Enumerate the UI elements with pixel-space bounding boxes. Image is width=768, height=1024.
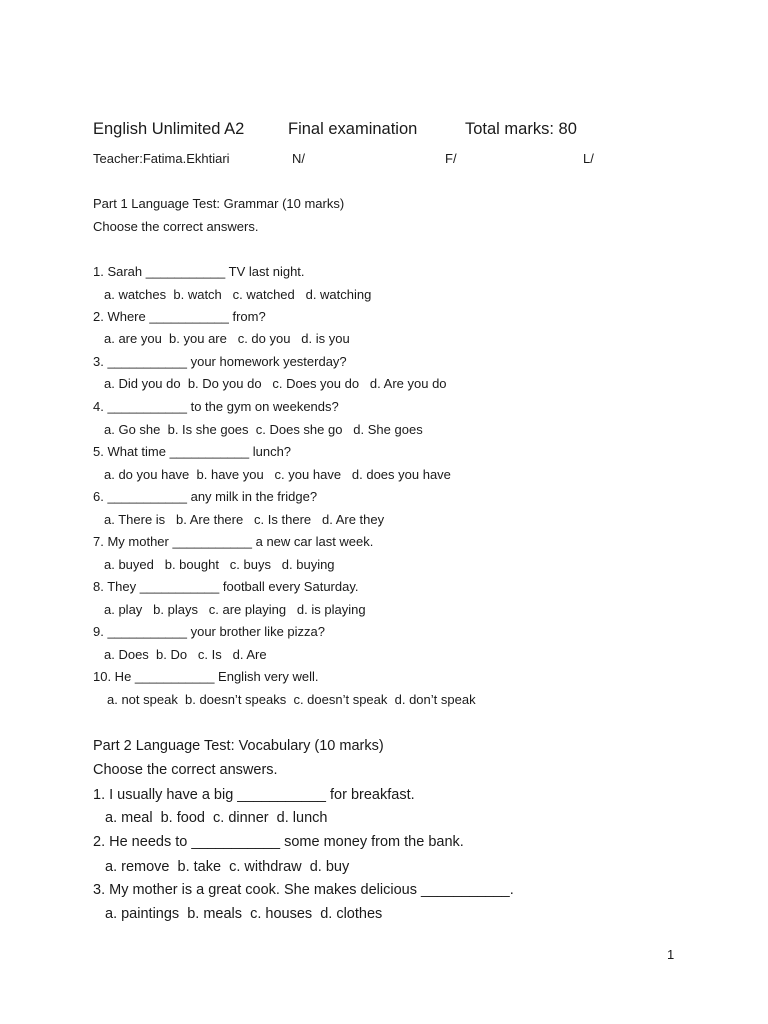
- grammar-options: a. not speak b. doesn’t speaks c. doesn’t speak d. don’t speak: [107, 692, 476, 707]
- vocabulary-question: 1. I usually have a big ___________ for breakfast.: [93, 787, 415, 803]
- part2-title: Part 2 Language Test: Vocabulary (10 marks): [93, 738, 384, 754]
- grammar-question: 1. Sarah ___________ TV last night.: [93, 264, 305, 279]
- exam-title: Final examination: [288, 120, 418, 138]
- grammar-options: a. There is b. Are there c. Is there d. Are they: [104, 512, 385, 527]
- grammar-options: a. do you have b. have you c. you have d. does you have: [104, 467, 451, 482]
- teacher-name: Teacher:Fatima.Ekhtiari: [93, 151, 230, 166]
- grammar-question: 9. ___________ your brother like pizza?: [93, 624, 325, 639]
- grammar-question: 7. My mother ___________ a new car last week.: [93, 534, 374, 549]
- grammar-options: a. are you b. you are c. do you d. is you: [104, 331, 350, 346]
- grammar-question: 3. ___________ your homework yesterday?: [93, 354, 347, 369]
- part2-instruction: Choose the correct answers.: [93, 762, 278, 778]
- grammar-options: a. Did you do b. Do you do c. Does you do d. Are you do: [104, 376, 447, 391]
- name-field: N/: [292, 151, 305, 166]
- grammar-options: a. watches b. watch c. watched d. watching: [104, 287, 372, 302]
- vocabulary-options: a. meal b. food c. dinner d. lunch: [105, 810, 328, 826]
- part1-title: Part 1 Language Test: Grammar (10 marks): [93, 196, 345, 211]
- family-field: F/: [445, 151, 457, 166]
- grammar-question: 10. He ___________ English very well.: [93, 669, 319, 684]
- grammar-options: a. play b. plays c. are playing d. is playing: [104, 602, 366, 617]
- grammar-options: a. Go she b. Is she goes c. Does she go d. She goes: [104, 422, 423, 437]
- vocabulary-question: 2. He needs to ___________ some money from the bank.: [93, 834, 464, 850]
- l-field: L/: [583, 151, 594, 166]
- grammar-question: 2. Where ___________ from?: [93, 309, 266, 324]
- grammar-question: 4. ___________ to the gym on weekends?: [93, 399, 339, 414]
- vocabulary-question: 3. My mother is a great cook. She makes delicious ___________.: [93, 882, 514, 898]
- page-number: 1: [667, 947, 675, 962]
- grammar-options: a. buyed b. bought c. buys d. buying: [104, 557, 335, 572]
- total-marks: Total marks: 80: [465, 120, 577, 138]
- part1-instruction: Choose the correct answers.: [93, 219, 259, 234]
- grammar-question: 5. What time ___________ lunch?: [93, 444, 292, 459]
- vocabulary-options: a. remove b. take c. withdraw d. buy: [105, 859, 350, 875]
- grammar-question: 8. They ___________ football every Saturday.: [93, 579, 359, 594]
- course-title: English Unlimited A2: [93, 120, 245, 138]
- grammar-options: a. Does b. Do c. Is d. Are: [104, 647, 267, 662]
- vocabulary-options: a. paintings b. meals c. houses d. clothes: [105, 906, 383, 922]
- grammar-question: 6. ___________ any milk in the fridge?: [93, 489, 318, 504]
